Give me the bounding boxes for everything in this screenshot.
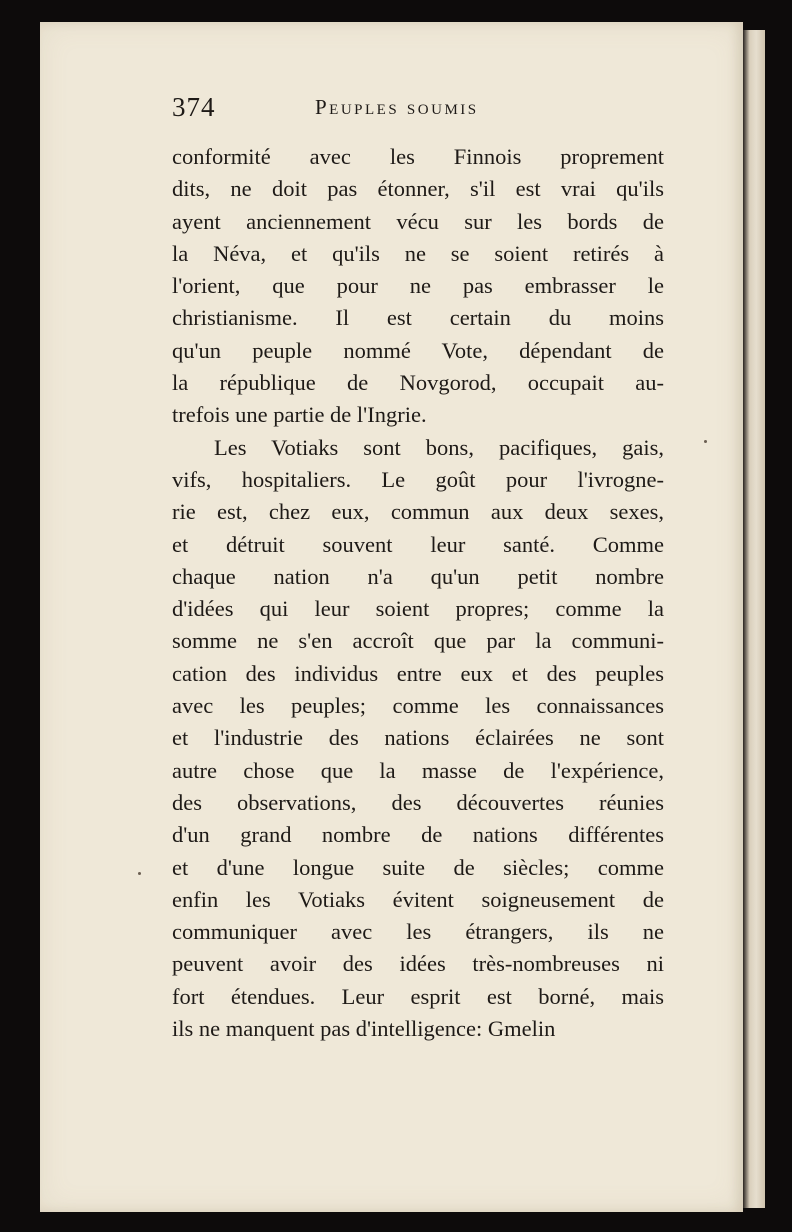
paper-speck <box>704 440 707 443</box>
page-header <box>172 92 672 122</box>
text-line: communiquer avec les étrangers, ils ne <box>172 919 664 945</box>
paragraph <box>172 141 664 432</box>
text-line: d'idées qui leur soient propres; comme la <box>172 596 664 622</box>
text-line: avec les peuples; comme les connaissances <box>172 693 664 719</box>
text-line: rie est, chez eux, commun aux deux sexes, <box>172 499 664 525</box>
text-line: Les Votiaks sont bons, pacifiques, gais, <box>214 434 664 460</box>
paragraph <box>172 432 664 1046</box>
text-line: christianisme. Il est certain du moins <box>172 305 664 331</box>
text-line: fort étendues. Leur esprit est borné, mais <box>172 983 664 1009</box>
text-line: peuvent avoir des idées très-nombreuses ni <box>172 951 664 977</box>
running-head: Peuples soumis <box>315 95 479 119</box>
page-number: 374 <box>172 92 216 122</box>
text-line: chaque nation n'a qu'un petit nombre <box>172 563 664 589</box>
text-line: ayent anciennement vécu sur les bords de <box>172 208 664 234</box>
paper-speck <box>138 872 141 875</box>
text-line: la république de Novgorod, occupait au- <box>172 370 664 396</box>
text-line: l'orient, que pour ne pas embrasser le <box>172 273 664 299</box>
facing-page-edge <box>743 30 765 1208</box>
text-line: d'un grand nombre de nations différentes <box>172 822 664 848</box>
text-line: la Néva, et qu'ils ne se soient retirés à <box>172 240 664 266</box>
text-line: somme ne s'en accroît que par la communi- <box>172 628 664 654</box>
text-line: des observations, des découvertes réunies <box>172 789 664 815</box>
text-line: et d'une longue suite de siècles; comme <box>172 854 664 880</box>
text-line: dits, ne doit pas étonner, s'il est vrai qu'ils <box>172 176 664 202</box>
body-text <box>172 141 664 1045</box>
text-line: vifs, hospitaliers. Le goût pour l'ivrogne- <box>172 466 664 492</box>
text-line: enfin les Votiaks évitent soigneusement de <box>172 886 664 912</box>
text-line: qu'un peuple nommé Vote, dépendant de <box>172 337 664 363</box>
text-line: et détruit souvent leur santé. Comme <box>172 531 664 557</box>
text-line: cation des individus entre eux et des peuples <box>172 660 664 686</box>
text-line: et l'industrie des nations éclairées ne sont <box>172 725 664 751</box>
book-binding <box>765 0 792 1232</box>
text-line: conformité avec les Finnois proprement <box>172 144 664 169</box>
text-line: autre chose que la masse de l'expérience, <box>172 757 664 783</box>
text-line: trefois une partie de l'Ingrie. <box>172 402 427 428</box>
text-line: ils ne manquent pas d'intelligence: Gmelin <box>172 1016 556 1042</box>
